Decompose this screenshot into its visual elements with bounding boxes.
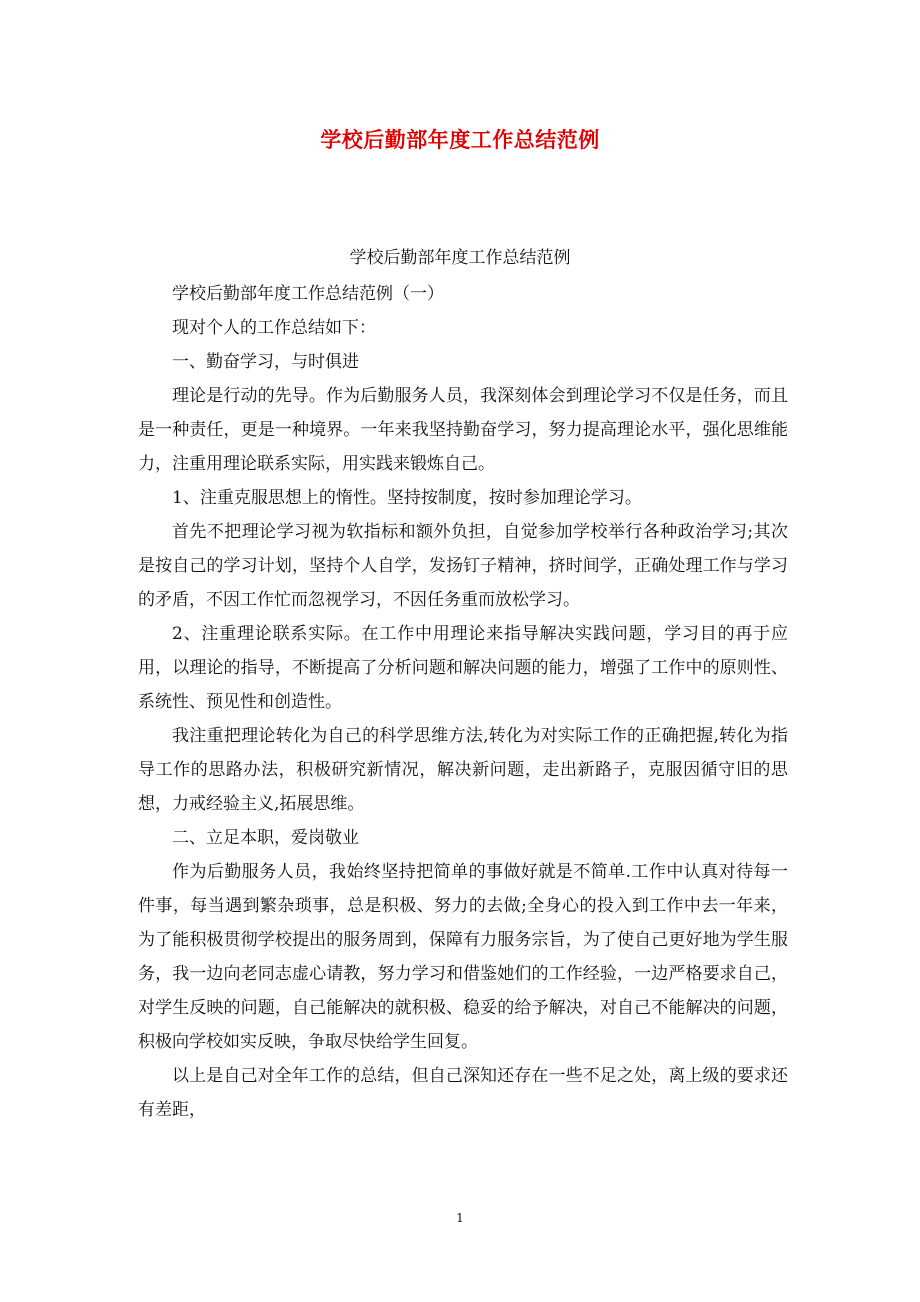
body-paragraph: 2、注重理论联系实际。在工作中用理论来指导解决实践问题，学习目的再于应用，以理论的指导，不断提高了分析问题和解决问题的能力，增强了工作中的原则性、系统性、预见性和创造性。 <box>138 624 788 712</box>
intro-paragraph: 现对个人的工作总结如下： <box>172 318 376 338</box>
section-heading: 学校后勤部年度工作总结范例（一） <box>172 284 444 304</box>
page-number: 1 <box>456 1211 464 1225</box>
document-subtitle: 学校后勤部年度工作总结范例 <box>349 248 571 268</box>
body-paragraph: 以上是自己对全年工作的总结，但自己深知还存在一些不足之处，离上级的要求还有差距， <box>138 1066 788 1120</box>
section-heading: 一、勤奋学习，与时俱进 <box>172 352 359 372</box>
section-heading: 二、立足本职，爱岗敬业 <box>172 828 359 848</box>
document-title: 学校后勤部年度工作总结范例 <box>320 128 600 152</box>
body-paragraph: 我注重把理论转化为自己的科学思维方法,转化为对实际工作的正确把握,转化为指导工作的思路办法，积极研究新情况，解决新问题，走出新路子，克服因循守旧的思想，力戒经验主义,拓展思维。 <box>138 726 788 814</box>
body-paragraph: 理论是行动的先导。作为后勤服务人员，我深刻体会到理论学习不仅是任务，而且是一种责任，更是一种境界。一年来我坚持勤奋学习，努力提高理论水平，强化思维能力，注重用理论联系实际，用实践来锻炼自己。 <box>138 386 788 474</box>
body-paragraph: 1、注重克服思想上的惰性。坚持按制度，按时参加理论学习。 <box>172 488 642 508</box>
body-paragraph: 首先不把理论学习视为软指标和额外负担，自觉参加学校举行各种政治学习;其次是按自己的学习计划，坚持个人自学，发扬钉子精神，挤时间学，正确处理工作与学习的矛盾，不因工作忙而忽视学习，不因任务重而放松学习。 <box>138 522 788 610</box>
body-paragraph: 作为后勤服务人员，我始终坚持把简单的事做好就是不简单.工作中认真对待每一件事，每当遇到繁杂琐事，总是积极、努力的去做;全身心的投入到工作中去一年来，为了能积极贯彻学校提出的服务周到，保障有力服务宗旨，为了使自己更好地为学生服务，我一边向老同志虚心请教，努力学习和借鉴她们的工作经验，一边严格要求自己，对学生反映的问题，自己能解决的就积极、稳妥的给予解决，对自己不能解决的问题，积极向学校如实反映，争取尽快给学生回复。 <box>138 862 788 1052</box>
document-body <box>138 277 788 1127</box>
